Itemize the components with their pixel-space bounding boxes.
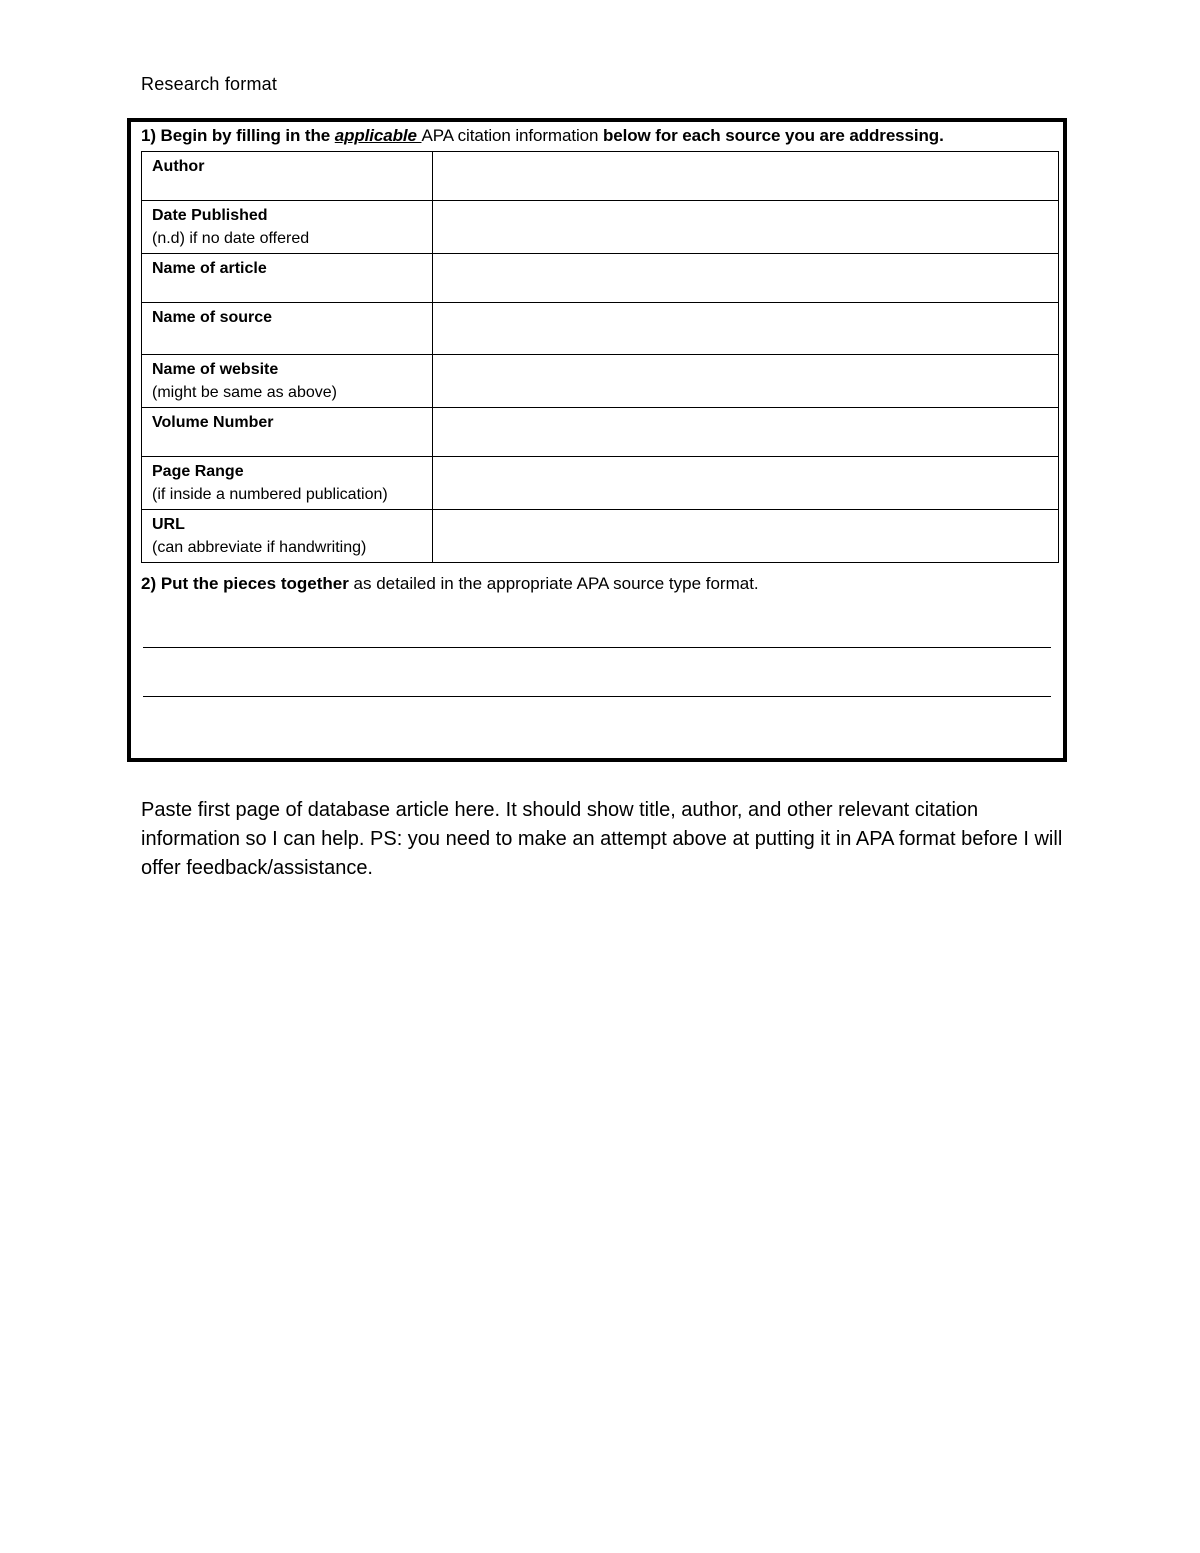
row-sublabel: (n.d) if no date offered bbox=[152, 230, 310, 247]
instruction-1-normal: APA citation information bbox=[421, 126, 599, 145]
citation-writing-line-1[interactable] bbox=[143, 647, 1051, 648]
page-range-input-cell[interactable] bbox=[433, 457, 1059, 510]
citation-writing-line-2[interactable] bbox=[143, 696, 1051, 697]
table-row bbox=[142, 510, 1059, 563]
instruction-step-1 bbox=[141, 126, 944, 146]
website-name-input-cell[interactable] bbox=[433, 355, 1059, 408]
row-label: Name of source bbox=[152, 309, 273, 326]
row-label: Page Range bbox=[152, 463, 244, 480]
instruction-2-normal: as detailed in the appropriate APA source type format. bbox=[348, 574, 759, 593]
table-row bbox=[142, 303, 1059, 355]
citation-table bbox=[141, 151, 1059, 563]
instruction-1-emphasis: applicable bbox=[334, 126, 422, 145]
table-row bbox=[142, 201, 1059, 254]
author-input-cell[interactable] bbox=[433, 152, 1059, 201]
label-volume-number bbox=[142, 408, 433, 457]
table-row bbox=[142, 408, 1059, 457]
paste-instructions: Paste first page of database article here. It should show title, author, and other relevant citation information so I can help. PS: you need to make an attempt above at putting it in APA format before I will offer feedback/assistance. bbox=[141, 799, 1063, 879]
source-name-input-cell[interactable] bbox=[433, 303, 1059, 355]
instruction-step-2 bbox=[141, 574, 759, 594]
row-label: Date Published bbox=[152, 207, 268, 224]
label-page-range bbox=[142, 457, 433, 510]
table-row bbox=[142, 457, 1059, 510]
row-sublabel: (if inside a numbered publication) bbox=[152, 486, 388, 503]
table-row bbox=[142, 355, 1059, 408]
row-sublabel: (can abbreviate if handwriting) bbox=[152, 539, 367, 556]
instruction-1-prefix: 1) Begin by filling in the bbox=[141, 126, 335, 145]
row-label: Author bbox=[152, 158, 205, 175]
row-label: Volume Number bbox=[152, 414, 274, 431]
date-published-input-cell[interactable] bbox=[433, 201, 1059, 254]
volume-number-input-cell[interactable] bbox=[433, 408, 1059, 457]
label-url bbox=[142, 510, 433, 563]
label-date-published bbox=[142, 201, 433, 254]
table-row bbox=[142, 152, 1059, 201]
label-name-of-article bbox=[142, 254, 433, 303]
label-author bbox=[142, 152, 433, 201]
label-name-of-website bbox=[142, 355, 433, 408]
row-sublabel: (might be same as above) bbox=[152, 384, 337, 401]
url-input-cell[interactable] bbox=[433, 510, 1059, 563]
label-name-of-source bbox=[142, 303, 433, 355]
instruction-1-suffix: below for each source you are addressing. bbox=[598, 126, 944, 145]
article-name-input-cell[interactable] bbox=[433, 254, 1059, 303]
document-title: Research format bbox=[141, 74, 278, 94]
row-label: Name of website bbox=[152, 361, 279, 378]
instruction-2-bold: 2) Put the pieces together bbox=[141, 574, 349, 593]
row-label: URL bbox=[152, 516, 185, 533]
row-label: Name of article bbox=[152, 260, 267, 277]
table-row bbox=[142, 254, 1059, 303]
